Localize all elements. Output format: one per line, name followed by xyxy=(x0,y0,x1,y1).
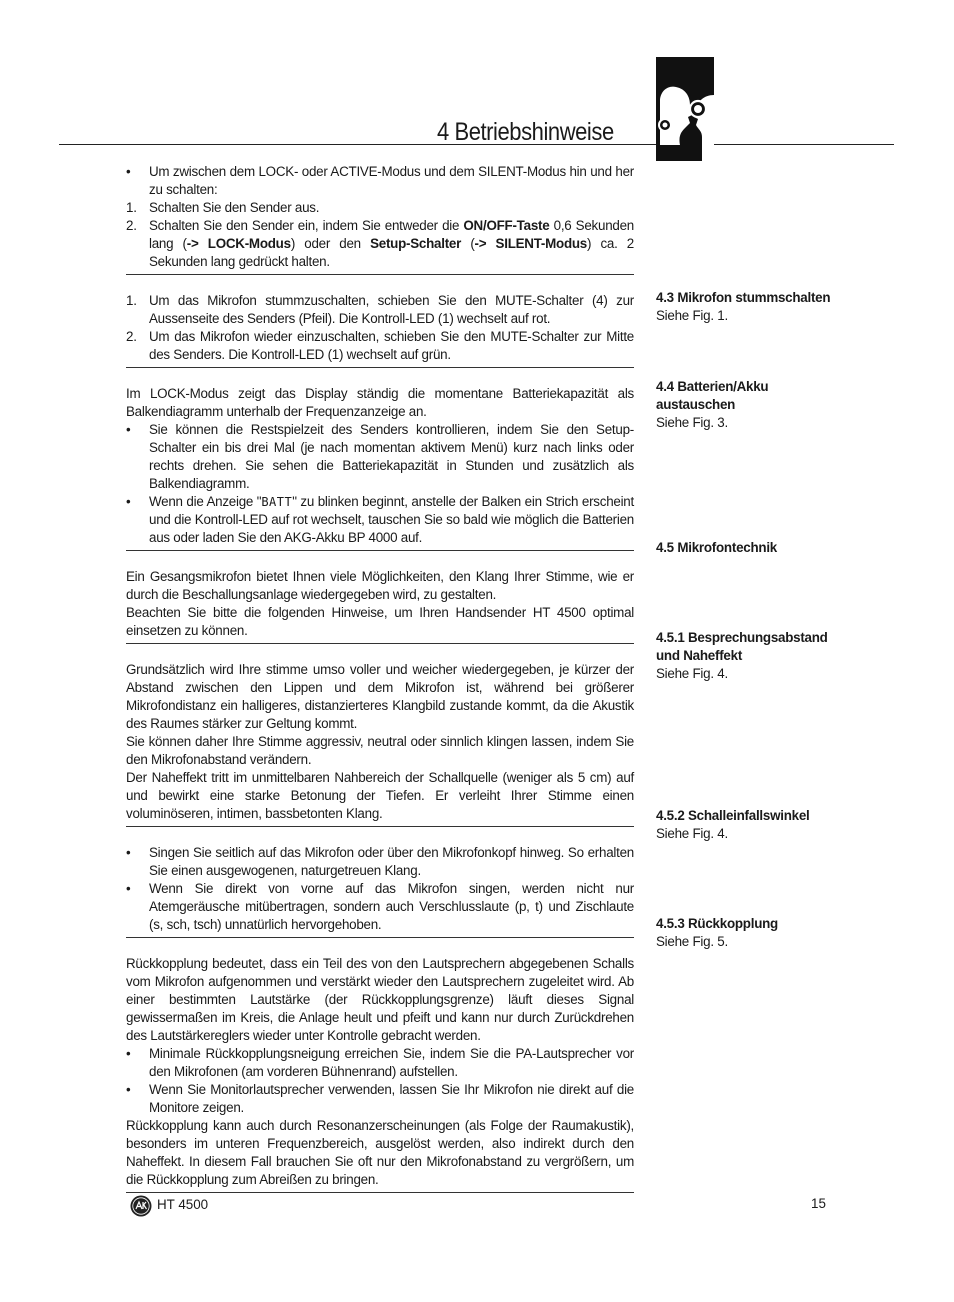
list-item: • Wenn Sie Monitorlautsprecher verwenden, lassen Sie Ihr Mikrofon nie direkt auf die Monitore zeigen. xyxy=(126,1082,634,1115)
side-heading-angle: 4.5.2 Schalleinfallswinkel Siehe Fig. 4. xyxy=(656,808,810,841)
list-item: • Wenn die Anzeige "BATT" zu blinken beginnt, anstelle der Balken ein Strich erscheint und die Kontroll-LED auf rot wechselt, tauschen Sie so bald wie möglich die Batterien aus oder laden Sie den AKG-Akku BP 4000 auf. xyxy=(126,494,634,545)
silent-mode-label: -> SILENT-Modus xyxy=(474,236,588,251)
section-distance xyxy=(126,661,634,827)
footer-model: HT 4500 xyxy=(157,1197,209,1212)
paragraph: Im LOCK-Modus zeigt das Display ständig die momentane Batteriekapazität als Balkendiagramm unterhalb der Frequenzanzeige an. xyxy=(126,386,634,419)
paragraph: Grundsätzlich wird Ihre stimme umso voller und weicher wiedergegeben, je kürzer der Abstand zwischen den Lippen und dem Mikrofon ist, während bei größerer Mikrofondistanz ein halligeres, distanzierteres Klangbild zustande kommt, da die Akustik des Raumes stärker zur Geltung kommt. xyxy=(126,662,634,731)
main-content xyxy=(126,160,634,1210)
lock-mode-label: -> LOCK-Modus xyxy=(186,236,291,251)
list-item: • Um zwischen dem LOCK- oder ACTIVE-Modus und dem SILENT-Modus hin und her zu schalten: xyxy=(126,164,634,197)
section-mode-switch xyxy=(126,160,634,275)
section-mute xyxy=(126,292,634,368)
paragraph: Sie können daher Ihre Stimme aggressiv, neutral oder sinnlich klingen lassen, indem Sie den Mikrofonabstand verändern. xyxy=(126,734,634,767)
section-batteries xyxy=(126,385,634,551)
paragraph: Ein Gesangsmikrofon bietet Ihnen viele Möglichkeiten, den Klang Ihrer Stimme, wie er durch die Beschallungsanlage wiedergegeben wird, zu gestalten. xyxy=(126,569,634,602)
list-item: 1. Um das Mikrofon stummzuschalten, schieben Sie den MUTE-Schalter (4) zur Aussenseite des Senders (Pfeil). Die Kontroll-LED (1) wechselt auf rot. xyxy=(126,293,634,326)
list-item: • Minimale Rückkopplungsneigung erreichen Sie, indem Sie die PA-Lautsprecher vor den Mikrofonen (am vorderen Bühnenrand) aufstellen. xyxy=(126,1046,634,1079)
side-heading-mic-technique: 4.5 Mikrofontechnik xyxy=(656,540,777,555)
side-heading-feedback: 4.5.3 Rückkopplung Siehe Fig. 5. xyxy=(656,916,778,949)
list-item: • Wenn Sie direkt von vorne auf das Mikrofon singen, werden nicht nur Atemgeräusche mitübertragen, sondern auch Verschlusslaute (p, t) und Zischlaute (s, sch, tsch) unnatürlich hervorgehoben. xyxy=(126,881,634,932)
side-heading-distance: 4.5.1 Besprechungsabstand und Naheffekt Siehe Fig. 4. xyxy=(656,630,828,681)
chapter-title: 4 Betriebshinweise xyxy=(437,118,614,146)
list-item: • Sie können die Restspielzeit des Senders kontrollieren, indem Sie den Setup-Schalter ein bis drei Mal (je nach momentan aktivem Menü) kurz nach links oder rechts drehen. Sie sehen die Batteriekapazität in Stunden und zusätzlich als Balkendiagramm. xyxy=(126,422,634,491)
section-feedback xyxy=(126,955,634,1193)
paragraph: Rückkopplung kann auch durch Resonanzerscheinungen (als Folge der Raumakustik), besonders im unteren Frequenzbereich, ausgelöst werden, also indirekt durch den Naheffekt. In diesem Fall brauchen Sie oft nur den Mikrofonabstand zu vergrößern, um die Rückkopplung zum Abreißen zu bringen. xyxy=(126,1118,634,1187)
list-item: 1. Schalten Sie den Sender aus. xyxy=(126,200,320,215)
paragraph: Rückkopplung bedeutet, dass ein Teil des von den Lautsprechern abgegebenen Schalls vom Mikrofon aufgenommen und verstärkt wieder den Lautsprechern zugeleitet wird. Ab einer bestimmten Lautstärke (der Rückkopplungsgrenze) läuft dieses Signal gewissermaßen im Kreis, die Anlage heult und pfeift und kann nur durch Zurückdrehen des Lautstärkereglers wieder unter Kontrolle gebracht werden. xyxy=(126,956,634,1043)
section-mic-technique xyxy=(126,568,634,644)
title-divider xyxy=(59,144,894,145)
speaker-microphone-icon xyxy=(656,57,714,161)
paragraph: Beachten Sie bitte die folgenden Hinweise, um Ihren Handsender HT 4500 optimal einsetzen zu können. xyxy=(126,605,634,638)
on-off-key-label: ON/OFF-Taste xyxy=(463,218,550,233)
paragraph: Der Naheffekt tritt im unmittelbaren Nahbereich der Schallquelle (weniger als 5 cm) auf und bewirkt eine starke Betonung der Tiefen. Er verleiht Ihrer Stimme einen voluminöseren, intimen, bassbetonten Klang. xyxy=(126,770,634,821)
section-angle xyxy=(126,844,634,938)
display-code-batt: BATT xyxy=(261,495,293,509)
page-number: 15 xyxy=(811,1196,826,1211)
akg-logo-icon xyxy=(130,1195,152,1217)
list-item: 2. Um das Mikrofon wieder einzuschalten, schieben Sie den MUTE-Schalter zur Mitte des Senders. Die Kontroll-LED (1) wechselt auf grün. xyxy=(126,329,634,362)
list-item: • Singen Sie seitlich auf das Mikrofon oder über den Mikrofonkopf hinweg. So erhalten Sie einen ausgewogenen, naturgetreuen Klang. xyxy=(126,845,634,878)
list-item: 2. Schalten Sie den Sender ein, indem Sie entweder die ON/OFF-Taste 0,6 Sekunden lang (-> LOCK-Modus) oder den Setup-Schalter (-> SILENT-Modus) ca. 2 Sekunden lang gedrückt halten. xyxy=(126,218,634,269)
side-heading-batteries: 4.4 Batterien/Akku austauschen Siehe Fig. 3. xyxy=(656,379,769,430)
side-heading-mute: 4.3 Mikrofon stummschalten Siehe Fig. 1. xyxy=(656,290,831,323)
setup-switch-label: Setup-Schalter xyxy=(370,236,462,251)
